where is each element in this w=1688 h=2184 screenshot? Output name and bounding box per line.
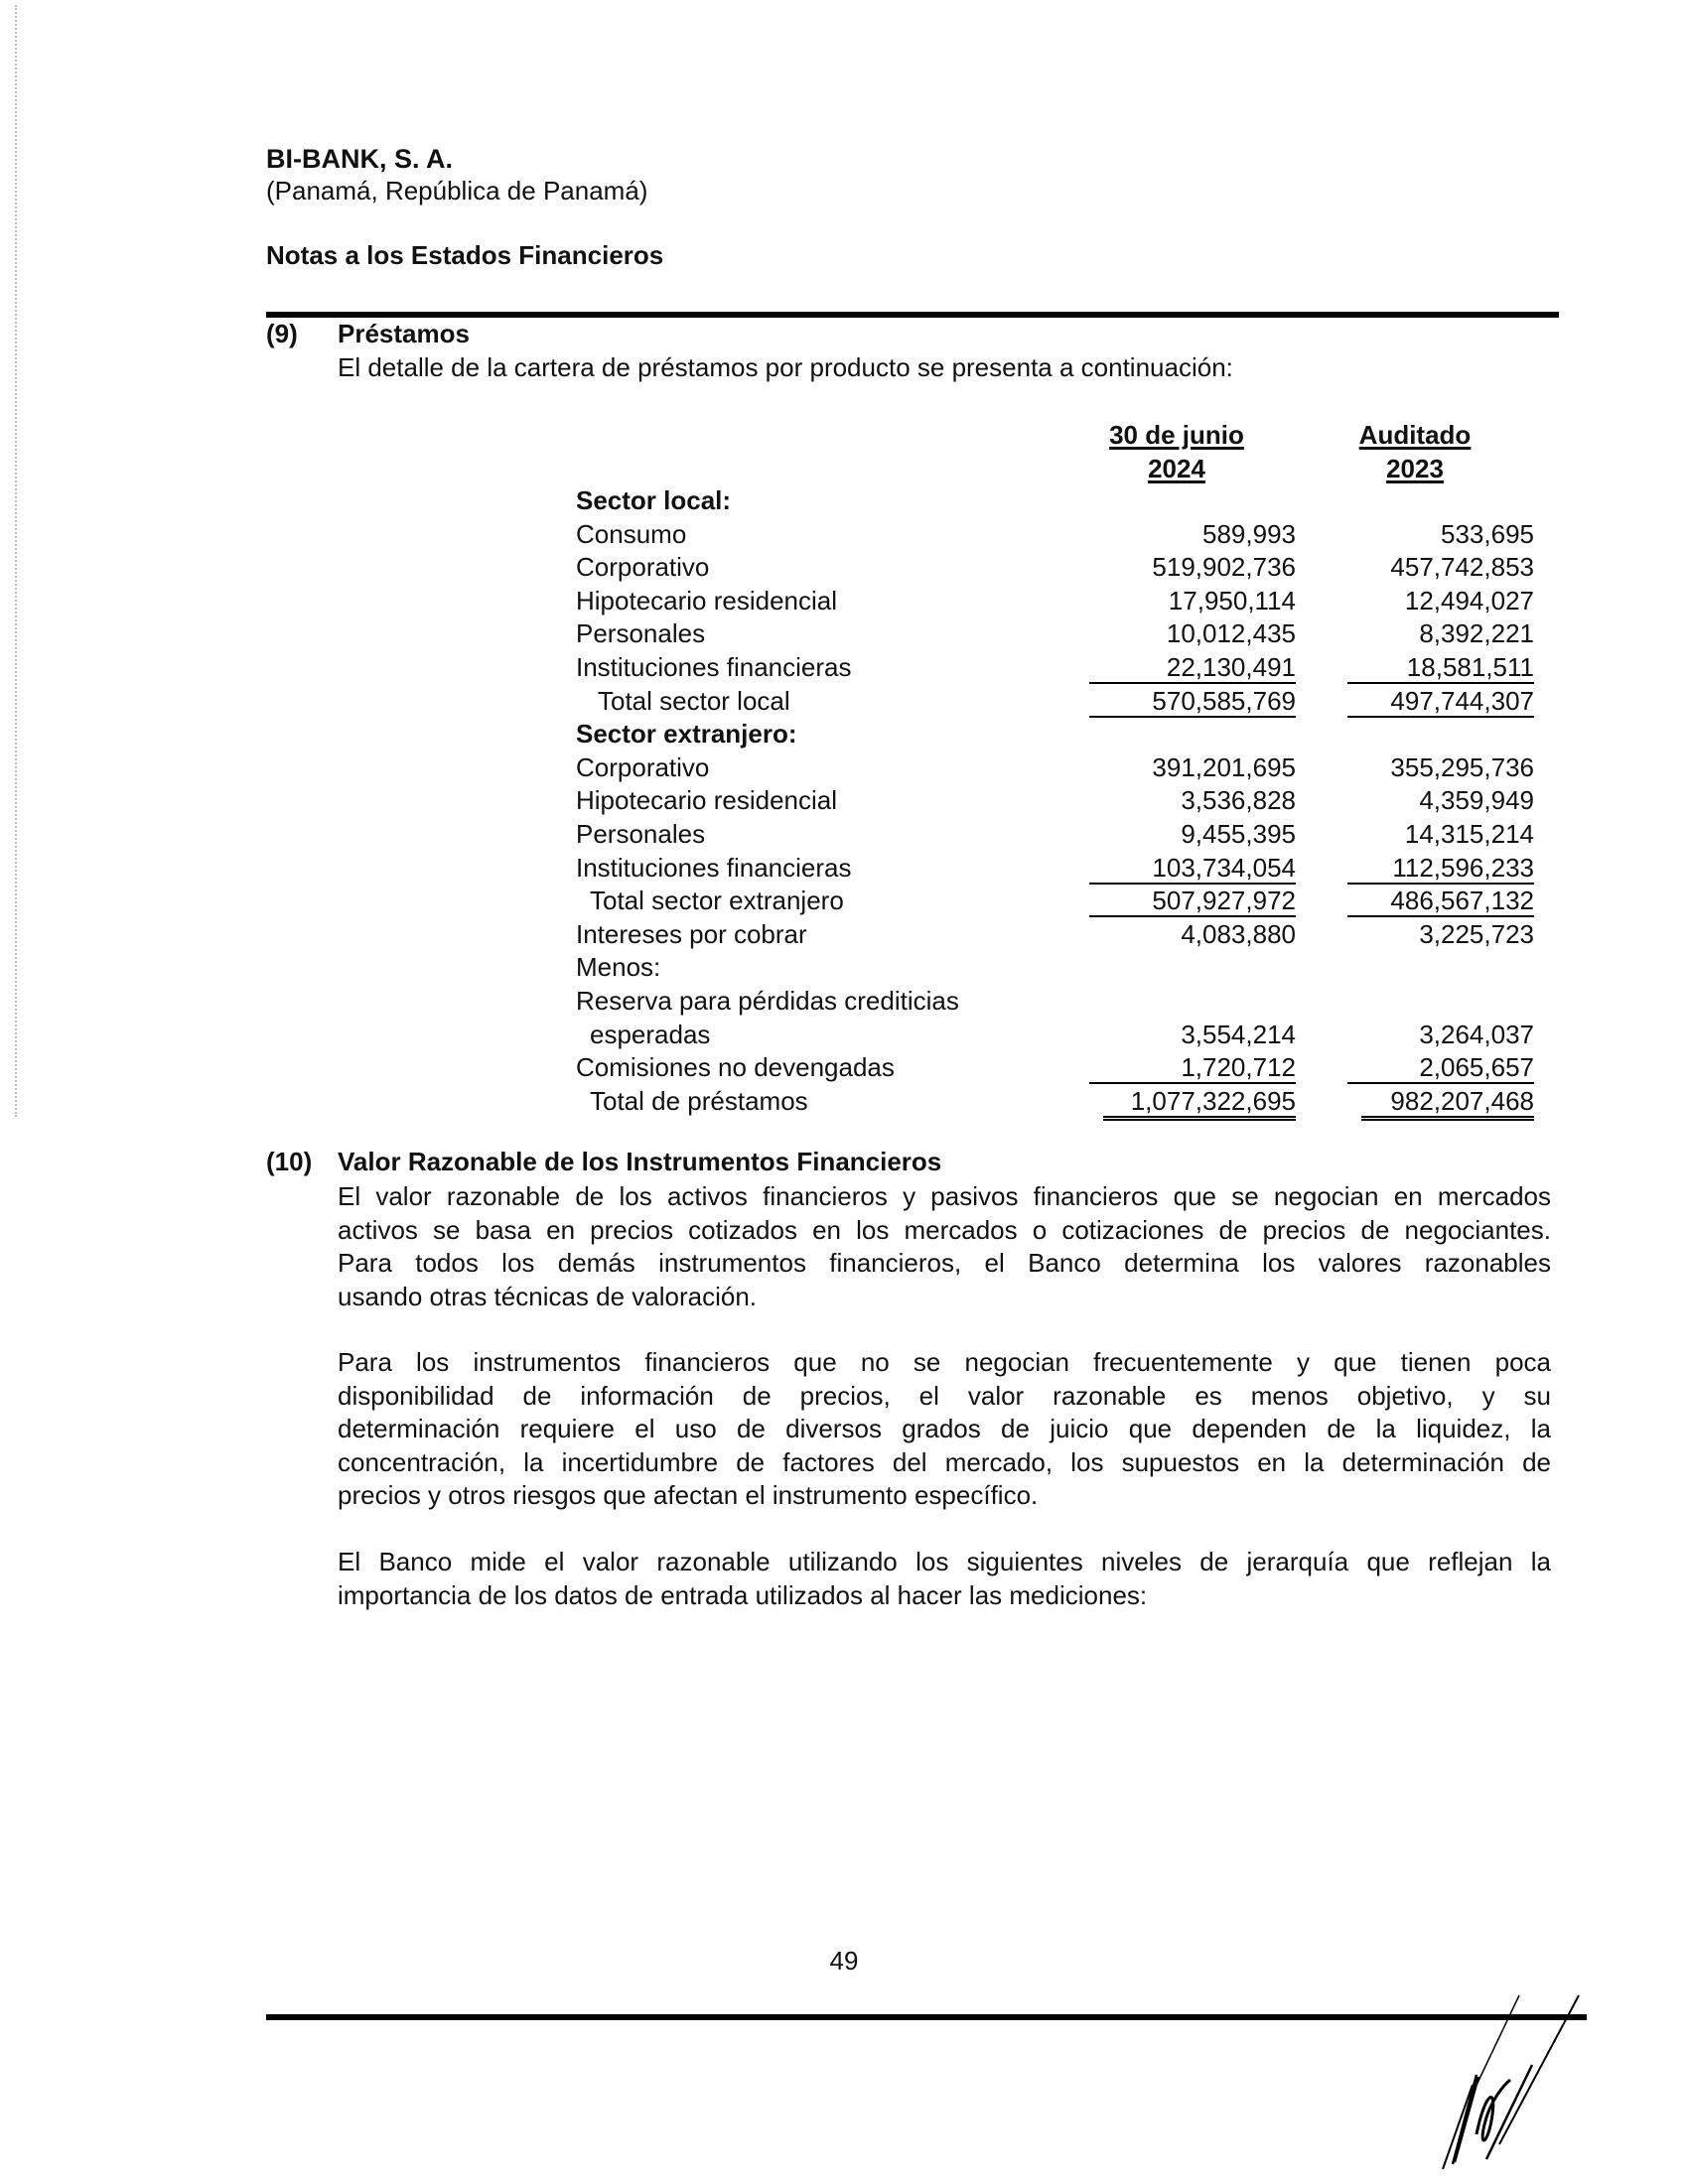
paragraph-line: Para los instrumentos financieros que no se negocian frecuentemente y que tienen poca	[338, 1347, 1551, 1377]
value-2023: 8,392,221	[1419, 618, 1534, 649]
value-2024: 103,734,054	[1089, 854, 1296, 885]
paragraph-line: El valor razonable de los activos financieros y pasivos financieros que se negocian en mercados	[338, 1181, 1551, 1211]
value-2024: 9,455,395	[1181, 818, 1296, 849]
company-location: (Panamá, República de Panamá)	[266, 176, 648, 205]
table-row	[576, 1051, 1539, 1085]
value-2024: 589,993	[1202, 518, 1296, 549]
table-row	[576, 585, 1539, 618]
column-header-2023-line2: 2023	[1386, 454, 1444, 483]
value-2023: 982,207,468	[1361, 1087, 1534, 1121]
value-2024: 3,554,214	[1181, 1019, 1296, 1049]
paragraph-line: importancia de los datos de entrada utilizados al hacer las mediciones:	[338, 1579, 1148, 1610]
section-9-intro: El detalle de la cartera de préstamos por producto se presenta a continuación:	[338, 352, 1233, 382]
value-2024: 507,927,972	[1089, 887, 1296, 917]
company-name: BI-BANK, S. A.	[266, 144, 453, 174]
value-2024: 22,130,491	[1089, 653, 1296, 684]
section-9-title: Préstamos	[338, 319, 470, 348]
table-row-label-only	[576, 951, 1539, 985]
table-row	[576, 518, 1539, 552]
table-row	[576, 751, 1539, 785]
table-row	[576, 852, 1539, 886]
row-label: Instituciones financieras	[576, 651, 852, 682]
value-2023: 112,596,233	[1347, 854, 1534, 885]
row-label: Consumo	[576, 518, 687, 549]
value-2023: 355,295,736	[1390, 751, 1534, 782]
signature-initials-icon	[1415, 1985, 1614, 2174]
row-label: Corporativo	[576, 552, 710, 583]
value-2023: 12,494,027	[1404, 585, 1534, 615]
table-row-label-only	[576, 985, 1539, 1019]
value-2023: 14,315,214	[1404, 818, 1534, 849]
value-2024: 17,950,114	[1168, 585, 1296, 615]
row-label: Reserva para pérdidas crediticias	[576, 985, 959, 1016]
table-row-subtotal	[576, 885, 1539, 918]
value-2024: 3,536,828	[1181, 785, 1296, 816]
value-2024: 519,902,736	[1152, 552, 1296, 583]
row-label: Corporativo	[576, 751, 710, 782]
value-2023: 4,359,949	[1419, 785, 1534, 816]
table-row-section-heading	[576, 718, 1539, 751]
paragraph-line: usando otras técnicas de valoración.	[338, 1281, 758, 1311]
value-2023: 3,264,037	[1419, 1019, 1534, 1049]
paragraph-line: concentración, la incertidumbre de factores del mercado, los supuestos en la determinación de	[338, 1446, 1551, 1477]
value-2023: 533,695	[1441, 518, 1534, 549]
section-9-number: (9)	[266, 319, 298, 348]
row-label: Personales	[576, 818, 706, 849]
loans-table	[576, 484, 1539, 1118]
scan-edge-artifact	[15, 5, 17, 1117]
row-label: Personales	[576, 618, 706, 649]
paragraph-line: activos se basa en precios cotizados en los mercados o cotizaciones de precios de negociantes.	[338, 1214, 1551, 1245]
paragraph-line: disponibilidad de información de precios, el valor razonable es menos objetivo, y su	[338, 1380, 1551, 1411]
row-label: Total sector local	[598, 685, 790, 716]
footer-divider	[266, 2014, 1587, 2020]
paragraph	[338, 1346, 1551, 1513]
row-label: Hipotecario residencial	[576, 785, 838, 816]
row-label: Total sector extranjero	[590, 886, 844, 916]
paragraph	[338, 1180, 1551, 1313]
table-row	[576, 784, 1539, 818]
paragraph-line: precios y otros riesgos que afectan el instrumento específico.	[338, 1480, 1039, 1510]
value-2024: 4,083,880	[1181, 918, 1296, 949]
value-2023: 457,742,853	[1390, 552, 1534, 583]
column-header-2023-line1: Auditado	[1358, 420, 1472, 450]
value-2024: 570,585,769	[1089, 687, 1296, 718]
paragraph-line: determinación requiere el uso de diversos grados de juicio que dependen de la liquidez, la	[338, 1414, 1551, 1443]
paragraph	[338, 1546, 1551, 1612]
table-row	[576, 617, 1539, 651]
value-2024: 10,012,435	[1166, 618, 1296, 649]
value-2023: 486,567,132	[1347, 887, 1534, 917]
page-number: 49	[829, 1946, 859, 1976]
row-label: Total de préstamos	[590, 1085, 808, 1116]
value-2023: 3,225,723	[1419, 918, 1534, 949]
value-2023: 497,744,307	[1347, 687, 1534, 718]
paragraph-line: El Banco mide el valor razonable utilizando los siguientes niveles de jerarquía que reflejan la	[338, 1547, 1551, 1576]
value-2024: 1,077,322,695	[1103, 1087, 1296, 1121]
table-row	[576, 818, 1539, 852]
row-label: Instituciones financieras	[576, 852, 852, 883]
row-label: Hipotecario residencial	[576, 585, 838, 615]
column-header-2024-line2: 2024	[1148, 454, 1205, 483]
table-row	[576, 1019, 1539, 1052]
value-2023: 18,581,511	[1347, 653, 1534, 684]
column-header-2024-line1: 30 de junio	[1109, 420, 1244, 450]
table-row	[576, 651, 1539, 685]
table-row	[576, 551, 1539, 585]
table-row-grand-total	[576, 1085, 1539, 1119]
row-label: esperadas	[590, 1019, 711, 1049]
header-divider	[266, 312, 1559, 318]
row-label: Intereses por cobrar	[576, 918, 807, 949]
value-2024: 391,201,695	[1152, 751, 1296, 782]
table-row	[576, 918, 1539, 952]
value-2023: 2,065,657	[1347, 1053, 1534, 1084]
paragraph-line: Para todos los demás instrumentos financieros, el Banco determina los valores razonables	[338, 1248, 1551, 1278]
value-2024: 1,720,712	[1089, 1053, 1296, 1084]
row-label: Sector local:	[576, 485, 732, 515]
table-row-subtotal	[576, 685, 1539, 719]
document-title: Notas a los Estados Financieros	[266, 240, 664, 270]
table-row-section-heading	[576, 484, 1539, 518]
row-label: Comisiones no devengadas	[576, 1052, 895, 1083]
row-label: Sector extranjero:	[576, 719, 797, 750]
section-10-number: (10)	[266, 1147, 313, 1176]
section-10-title: Valor Razonable de los Instrumentos Financieros	[338, 1147, 942, 1176]
row-label: Menos:	[576, 952, 661, 983]
